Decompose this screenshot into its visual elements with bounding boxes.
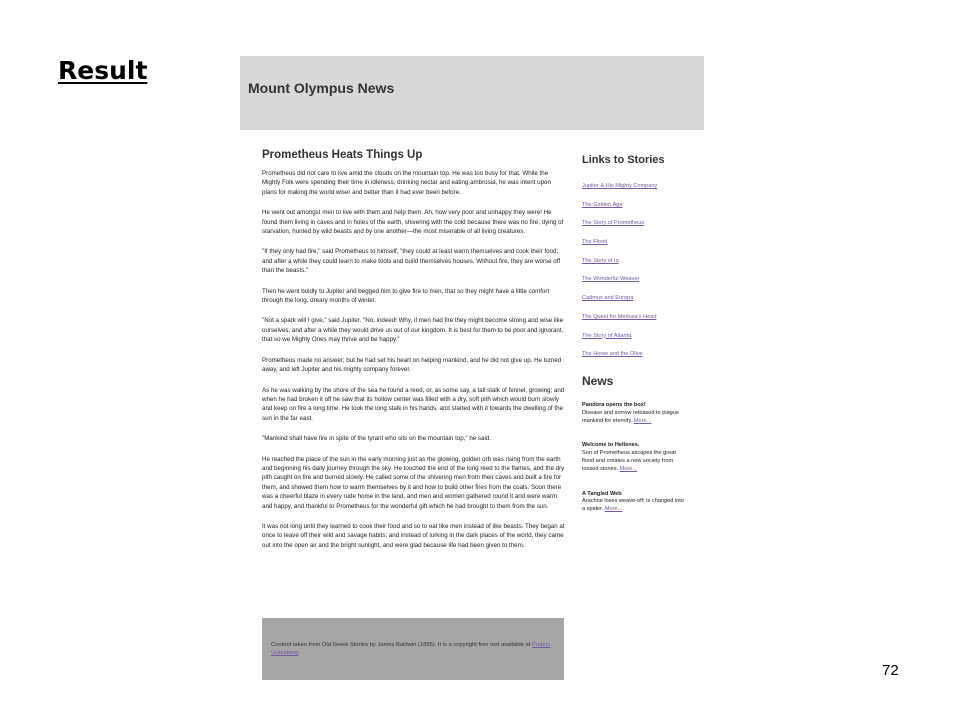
list-item <box>582 275 700 294</box>
article-paragraph: "Mankind shall have fire in spite of the tyrant who sits on the mountain top," he said. <box>262 435 491 443</box>
sidebar <box>582 56 700 616</box>
story-link-golden-age[interactable]: The Golden Age <box>582 201 623 208</box>
article-paragraph: "Not a spark will I give," said Jupiter. "No, indeed! Why, if men had fire they might become strong and wise like ourselves, and after a while they would drive us out of our kingdom. It is best for them to be poor and ignorant, that so we Mighty Ones may thrive and be happy." <box>262 317 564 344</box>
story-links-list <box>582 182 700 369</box>
article-paragraph: As he was walking by the shore of the sea he found a reed, or, as some say, a tall stalk of fennel, growing; and when he had broken it off he saw that its hollow center was filled with a dry, soft pith which would burn slowly and keep on fire a long time. He took the long stalk in his hands, and started with it towards the dwelling of the sun in the far east. <box>262 386 565 422</box>
site-title: Mount Olympus News <box>248 80 395 96</box>
links-heading: Links to Stories <box>582 154 665 166</box>
story-link-cadmus[interactable]: Cadmus and Europa <box>582 295 634 302</box>
list-item <box>582 332 700 351</box>
list-item <box>582 182 700 201</box>
news-summary: Son of Prometheus escapes the great flood and creates a new society from tossed stones. <box>582 450 676 472</box>
news-title: A Tangled Web <box>582 490 622 497</box>
footer-source-link[interactable]: Project Gutenberg <box>271 642 551 656</box>
article-paragraph: Prometheus did not care to live amid the clouds on the mountain top. He was too busy for that. While the Mighty Folk were spending their time in idleness, drinking nectar and eating ambrosia, he was intent upon plans for making the world wiser and better than it had ever been before. <box>262 170 551 196</box>
article-paragraph: "If they only had fire," said Prometheus to himself, "they could at least warm themselves and cook their food; and after a while they could learn to make tools and build themselves houses. Without fire, they are worse off than the beasts." <box>262 248 561 275</box>
site-footer <box>262 618 564 680</box>
story-link-jupiter[interactable]: Jupiter & His Mighty Company <box>582 183 658 189</box>
news-title: Pandora opens the box! <box>582 402 646 408</box>
slide-title: Result <box>58 56 148 85</box>
list-item <box>582 201 700 220</box>
news-item <box>582 442 688 473</box>
footer-end: . <box>298 650 301 656</box>
news-summary: Arachne loses weave-off; is changed into a spider. <box>582 498 684 513</box>
news-item <box>582 402 688 425</box>
list-item <box>582 350 700 369</box>
article-paragraph: Prometheus made no answer; but he had set his heart on helping mankind, and he did not give up. He turned away, and left Jupiter and his mighty company forever. <box>262 356 562 374</box>
news-item <box>582 491 688 514</box>
list-item <box>582 313 700 332</box>
article-paragraph: It was not long until they learned to cook their food and so to eat like men instead of like beasts. They began at once to leave off their wild and savage habits; and instead of lurking in the dark places of the world, they came out into the open air and the bright sunlight, and were glad because life had been given to them. <box>262 522 565 549</box>
news-heading: News <box>582 374 614 388</box>
article <box>262 148 566 614</box>
news-summary: Disease and sorrow released to plague mankind for eternity. <box>582 409 680 424</box>
article-paragraph: He went out amongst men to live with them and help them. Ah, how very poor and unhappy they were! He found them living in caves and in holes of the earth, shivering with the cold because there was no fire, dying of starvation, hunted by wild beasts and by one another—the most miserable of all living creatures. <box>262 209 564 236</box>
article-paragraph: He reached the place of the sun in the early morning just as the glowing, golden orb was rising from the earth and beginning his daily journey through the sky. He touched the end of the long reed to the flames, and the dry pith caught on fire and burned slowly. He called some of the shivering men from their caves and built a fire for them, and showed them how to warm themselves by it and how to build other fires from the coals. Soon there was a cheerful blaze in every rude home in the land, and men and women gathered round it and were warm and happy, and thankful to Prometheus for the wonderful gift which he had brought to them from the sun. <box>262 455 565 510</box>
article-paragraph: Then he went boldly to Jupiter and begged him to give fire to men, that so they might have a little comfort through the long, dreary months of winter. <box>262 287 550 305</box>
story-link-medusa[interactable]: The Quest for Medusa's Head <box>582 313 657 320</box>
list-item <box>582 219 700 238</box>
news-title: Welcome to Hellenes. <box>582 442 640 449</box>
news-more-link[interactable]: More... <box>633 417 652 424</box>
story-link-io[interactable]: The Story of Io <box>582 257 619 264</box>
story-link-atlanta[interactable]: The Story of Atlanta <box>582 332 632 339</box>
news-more-link[interactable]: More... <box>619 465 638 472</box>
news-body <box>582 498 688 514</box>
news-body <box>582 450 688 473</box>
webpage-screenshot <box>240 56 704 680</box>
list-item <box>582 294 700 313</box>
story-link-prometheus[interactable]: The Story of Prometheus <box>582 220 645 227</box>
story-link-flood[interactable]: The Flood <box>582 239 608 246</box>
news-more-link[interactable]: More... <box>604 506 623 513</box>
story-link-horse-olive[interactable]: The Horse and the Olive <box>582 351 643 358</box>
list-item <box>582 257 700 276</box>
news-body <box>582 410 688 426</box>
page-number: 72 <box>882 662 899 679</box>
footer-text: Content taken from Old Greek Stories by James Baldwin (1895). It is a copyright free text available at <box>271 642 531 648</box>
news-list <box>582 402 688 531</box>
article-heading: Prometheus Heats Things Up <box>262 149 423 161</box>
story-link-weaver[interactable]: The Wonderful Weaver <box>582 276 640 283</box>
list-item <box>582 238 700 257</box>
